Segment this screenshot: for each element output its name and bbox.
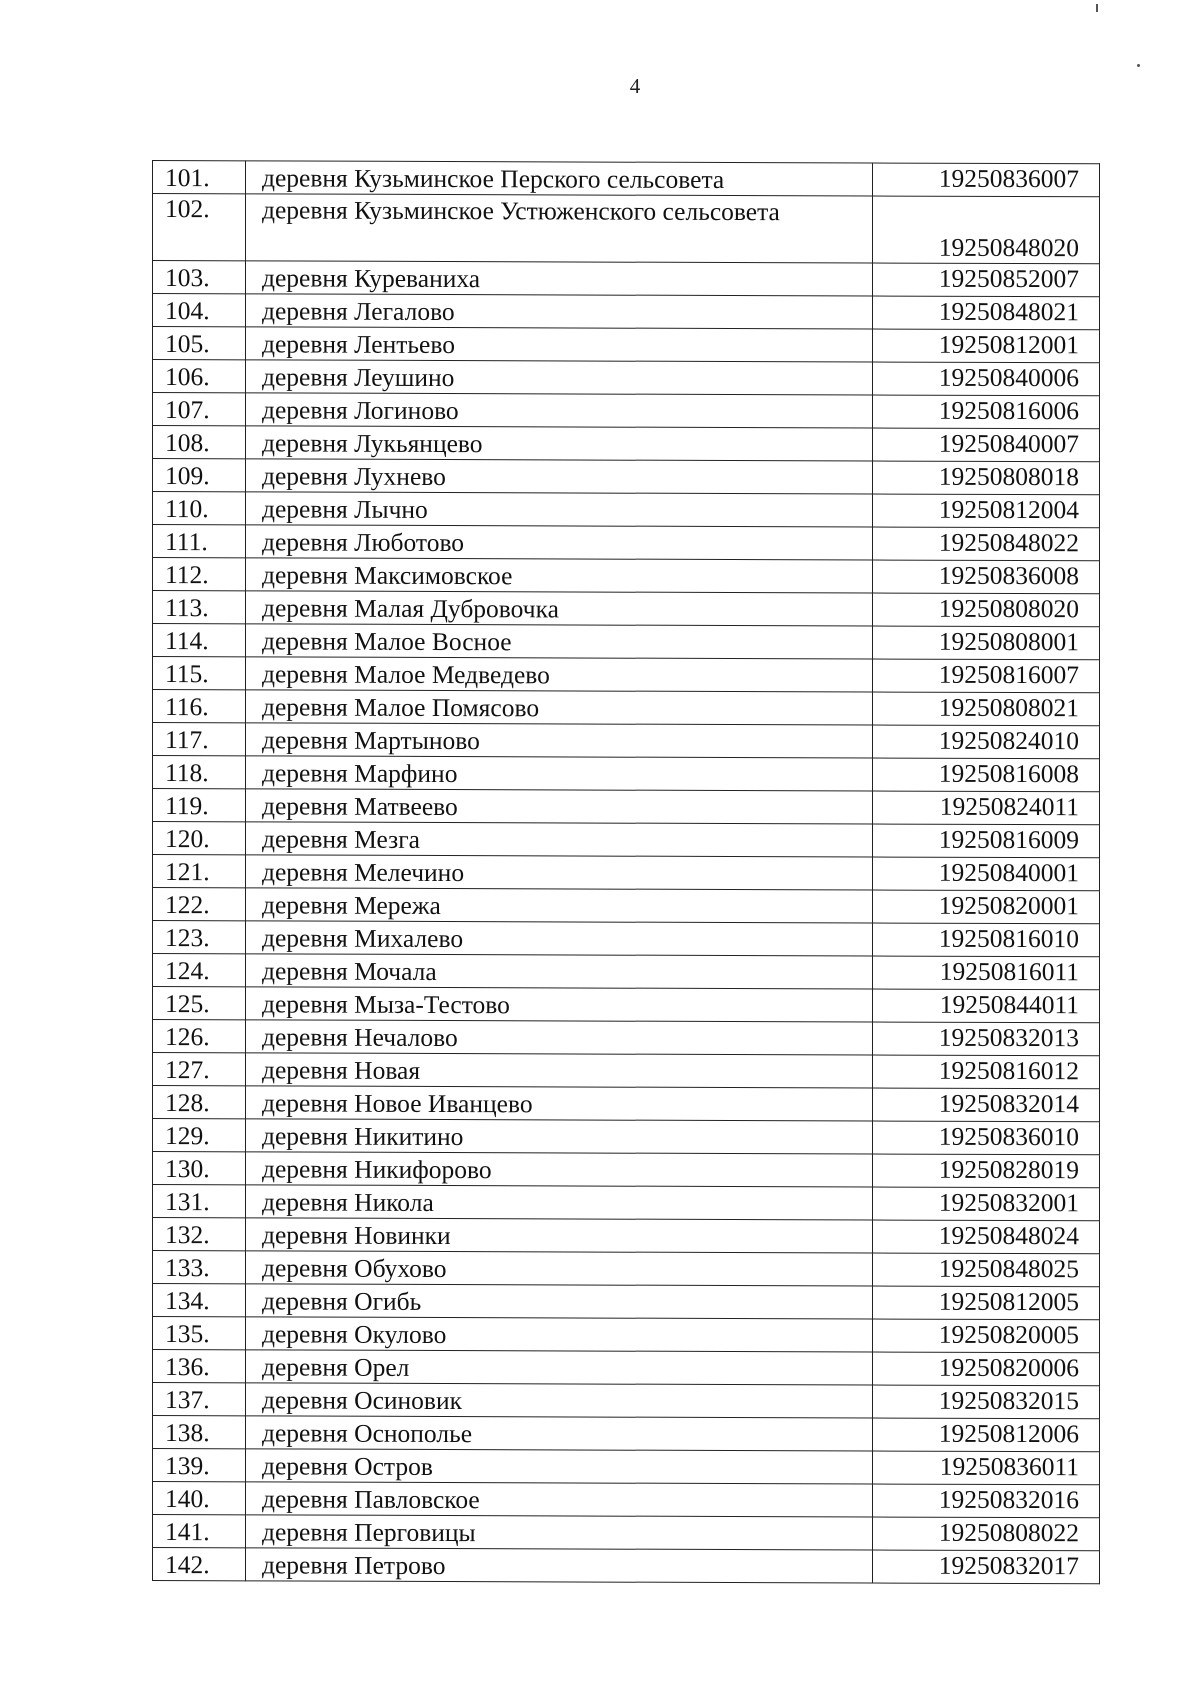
settlement-name: деревня Малое Медведево [246, 657, 873, 692]
oktmo-code: 19250836007 [873, 163, 1100, 197]
table-row [153, 1350, 1100, 1386]
settlement-name: деревня Логиново [246, 393, 873, 428]
table-row [153, 1515, 1100, 1551]
settlement-name: деревня Мелечино [246, 855, 873, 890]
table-row [153, 161, 1100, 197]
table-row [153, 1449, 1100, 1485]
oktmo-code: 19250820006 [873, 1352, 1100, 1386]
settlement-name: деревня Обухово [246, 1251, 873, 1286]
settlement-name: деревня Мочала [246, 954, 873, 989]
settlement-name: деревня Мартыново [246, 723, 873, 758]
oktmo-code: 19250836010 [873, 1121, 1100, 1155]
oktmo-code: 19250824010 [873, 725, 1100, 759]
table-row [153, 822, 1100, 858]
oktmo-code: 19250852007 [873, 263, 1100, 297]
oktmo-code: 19250832017 [873, 1550, 1100, 1584]
row-number: 129. [153, 1119, 246, 1152]
row-number: 102. [153, 194, 246, 261]
table-row [153, 1218, 1100, 1254]
settlement-name: деревня Матвеево [246, 789, 873, 824]
settlement-name: деревня Орел [246, 1350, 873, 1385]
table-row [153, 393, 1100, 429]
oktmo-code: 19250848021 [873, 296, 1100, 330]
oktmo-code: 19250840006 [873, 362, 1100, 396]
oktmo-code: 19250828019 [873, 1154, 1100, 1188]
row-number: 123. [153, 921, 246, 954]
table-row [153, 1119, 1100, 1155]
oktmo-code: 19250808001 [873, 626, 1100, 660]
settlement-name: деревня Никола [246, 1185, 873, 1220]
table-row [153, 723, 1100, 759]
table-row [153, 756, 1100, 792]
settlement-name: деревня Мережа [246, 888, 873, 923]
table-row [153, 426, 1100, 462]
settlement-name: деревня Мыза-Тестово [246, 987, 873, 1022]
table-row [153, 1548, 1100, 1584]
oktmo-code: 19250824011 [873, 791, 1100, 825]
row-number: 110. [153, 492, 246, 525]
row-number: 114. [153, 624, 246, 657]
settlement-name: деревня Лычно [246, 492, 873, 527]
row-number: 111. [153, 525, 246, 558]
settlement-name: деревня Огибь [246, 1284, 873, 1319]
table-row [153, 1317, 1100, 1353]
oktmo-code: 19250844011 [873, 989, 1100, 1023]
oktmo-code: 19250848020 [873, 196, 1100, 264]
table-row [153, 657, 1100, 693]
settlement-name: деревня Кузьминское Устюженского сельсовета [246, 194, 873, 263]
settlement-name: деревня Люботово [246, 525, 873, 560]
row-number: 140. [153, 1482, 246, 1515]
settlement-name: деревня Никифорово [246, 1152, 873, 1187]
table-row [153, 194, 1100, 264]
table-row [153, 1053, 1100, 1089]
settlement-name: деревня Никитино [246, 1119, 873, 1154]
oktmo-code: 19250808018 [873, 461, 1100, 495]
settlement-name: деревня Нечалово [246, 1020, 873, 1055]
row-number: 115. [153, 657, 246, 690]
scan-speck [1096, 4, 1098, 12]
row-number: 122. [153, 888, 246, 921]
oktmo-code: 19250816009 [873, 824, 1100, 858]
row-number: 113. [153, 591, 246, 624]
row-number: 136. [153, 1350, 246, 1383]
settlement-name: деревня Новое Иванцево [246, 1086, 873, 1121]
settlements-table [152, 160, 1100, 1584]
row-number: 127. [153, 1053, 246, 1086]
table-row [153, 492, 1100, 528]
oktmo-code: 19250812005 [873, 1286, 1100, 1320]
scan-speck [1137, 64, 1140, 67]
row-number: 103. [153, 261, 246, 294]
row-number: 126. [153, 1020, 246, 1053]
table-row [153, 1251, 1100, 1287]
settlement-name: деревня Кузьминское Перского сельсовета [246, 161, 873, 196]
table-row [153, 624, 1100, 660]
page-number: 4 [629, 74, 641, 98]
table-row [153, 360, 1100, 396]
row-number: 117. [153, 723, 246, 756]
oktmo-code: 19250832016 [873, 1484, 1100, 1518]
row-number: 128. [153, 1086, 246, 1119]
settlement-name: деревня Петрово [246, 1548, 873, 1583]
row-number: 107. [153, 393, 246, 426]
oktmo-code: 19250832014 [873, 1088, 1100, 1122]
settlement-name: деревня Оснополье [246, 1416, 873, 1451]
row-number: 137. [153, 1383, 246, 1416]
settlement-name: деревня Остров [246, 1449, 873, 1484]
table-row [153, 1416, 1100, 1452]
row-number: 132. [153, 1218, 246, 1251]
table-row [153, 789, 1100, 825]
row-number: 106. [153, 360, 246, 393]
row-number: 120. [153, 822, 246, 855]
table-row [153, 855, 1100, 891]
settlement-name: деревня Лукьянцево [246, 426, 873, 461]
settlement-name: деревня Мезга [246, 822, 873, 857]
settlement-name: деревня Новинки [246, 1218, 873, 1253]
table-row [153, 261, 1100, 297]
table-row [153, 1086, 1100, 1122]
settlement-name: деревня Максимовское [246, 558, 873, 593]
oktmo-code: 19250812001 [873, 329, 1100, 363]
row-number: 142. [153, 1548, 246, 1581]
oktmo-code: 19250812004 [873, 494, 1100, 528]
table-row [153, 921, 1100, 957]
table-row [153, 690, 1100, 726]
table-row [153, 525, 1100, 561]
settlement-name: деревня Павловское [246, 1482, 873, 1517]
settlement-name: деревня Марфино [246, 756, 873, 791]
oktmo-code: 19250808021 [873, 692, 1100, 726]
row-number: 116. [153, 690, 246, 723]
oktmo-code: 19250836011 [873, 1451, 1100, 1485]
row-number: 133. [153, 1251, 246, 1284]
row-number: 101. [153, 161, 246, 194]
settlement-name: деревня Лентьево [246, 327, 873, 362]
table-row [153, 1185, 1100, 1221]
oktmo-code: 19250840001 [873, 857, 1100, 891]
row-number: 130. [153, 1152, 246, 1185]
table-row [153, 327, 1100, 363]
row-number: 135. [153, 1317, 246, 1350]
oktmo-code: 19250812006 [873, 1418, 1100, 1452]
oktmo-code: 19250816007 [873, 659, 1100, 693]
table-row [153, 987, 1100, 1023]
row-number: 124. [153, 954, 246, 987]
table-row [153, 294, 1100, 330]
settlement-name: деревня Перговицы [246, 1515, 873, 1550]
settlement-name: деревня Осиновик [246, 1383, 873, 1418]
oktmo-code: 19250808020 [873, 593, 1100, 627]
settlement-name: деревня Окулово [246, 1317, 873, 1352]
settlement-name: деревня Новая [246, 1053, 873, 1088]
row-number: 104. [153, 294, 246, 327]
settlement-name: деревня Леушино [246, 360, 873, 395]
oktmo-code: 19250816011 [873, 956, 1100, 990]
oktmo-code: 19250820001 [873, 890, 1100, 924]
oktmo-code: 19250836008 [873, 560, 1100, 594]
oktmo-code: 19250816010 [873, 923, 1100, 957]
oktmo-code: 19250832015 [873, 1385, 1100, 1419]
settlement-name: деревня Легалово [246, 294, 873, 329]
table-row [153, 1482, 1100, 1518]
row-number: 131. [153, 1185, 246, 1218]
table-row [153, 1020, 1100, 1056]
oktmo-code: 19250816006 [873, 395, 1100, 429]
settlement-name: деревня Куреваниха [246, 261, 873, 296]
row-number: 108. [153, 426, 246, 459]
settlement-name: деревня Малая Дубровочка [246, 591, 873, 626]
row-number: 121. [153, 855, 246, 888]
row-number: 139. [153, 1449, 246, 1482]
oktmo-code: 19250848025 [873, 1253, 1100, 1287]
row-number: 119. [153, 789, 246, 822]
row-number: 112. [153, 558, 246, 591]
table-body [153, 161, 1100, 1584]
oktmo-code: 19250820005 [873, 1319, 1100, 1353]
settlement-name: деревня Малое Восное [246, 624, 873, 659]
row-number: 138. [153, 1416, 246, 1449]
table-row [153, 954, 1100, 990]
settlement-name: деревня Лухнево [246, 459, 873, 494]
row-number: 109. [153, 459, 246, 492]
settlement-name: деревня Малое Помясово [246, 690, 873, 725]
oktmo-code: 19250840007 [873, 428, 1100, 462]
row-number: 118. [153, 756, 246, 789]
oktmo-code: 19250816012 [873, 1055, 1100, 1089]
table-row [153, 1152, 1100, 1188]
oktmo-code: 19250832001 [873, 1187, 1100, 1221]
table-row [153, 1284, 1100, 1320]
row-number: 134. [153, 1284, 246, 1317]
oktmo-code: 19250832013 [873, 1022, 1100, 1056]
row-number: 141. [153, 1515, 246, 1548]
settlement-name: деревня Михалево [246, 921, 873, 956]
row-number: 125. [153, 987, 246, 1020]
table-row [153, 459, 1100, 495]
table-row [153, 558, 1100, 594]
oktmo-code: 19250816008 [873, 758, 1100, 792]
oktmo-code: 19250848024 [873, 1220, 1100, 1254]
oktmo-code: 19250848022 [873, 527, 1100, 561]
table-row [153, 1383, 1100, 1419]
table-row [153, 591, 1100, 627]
table-row [153, 888, 1100, 924]
oktmo-code: 19250808022 [873, 1517, 1100, 1551]
row-number: 105. [153, 327, 246, 360]
